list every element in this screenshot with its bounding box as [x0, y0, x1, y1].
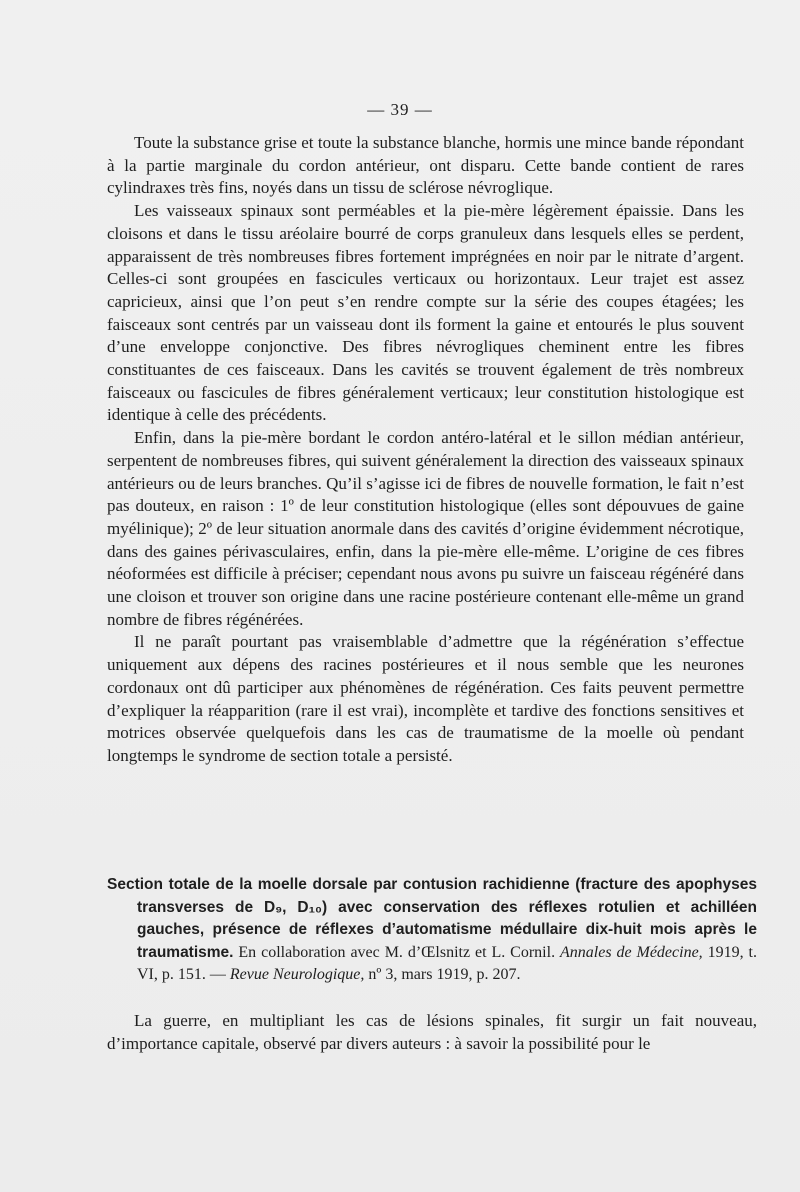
closing-text [107, 1010, 757, 1055]
paragraph-1: Toute la substance grise et toute la substance blanche, hormis une mince bande répondant à la partie marginale du cordon antérieur, ont disparu. Cette bande contient de rares cylindraxes très fins, noyés dans un tissu de sclérose névroglique. [107, 133, 744, 198]
body-text [107, 132, 744, 768]
citation-ref-2: nº 3, mars 1919, p. 207. [364, 966, 521, 983]
citation-text [107, 874, 757, 987]
citation-journal-1: Annales de Médecine, [560, 943, 703, 961]
citation-entry [107, 874, 757, 987]
citation-title: Section totale de la moelle dorsale par contusion rachidienne (fracture des apophyses transverses de D₉, D₁₀) avec conservation des réflexes rotulien et achilléen gauches, présence de réflexes d’automatisme médullaire dix-huit mois après le traumatisme. [107, 876, 757, 961]
citation-collab: En collaboration avec M. d’Œlsnitz et L. Cornil. [233, 943, 560, 961]
citation-journal-2: Revue Neurologique, [229, 966, 365, 983]
paragraph-3: Enfin, dans la pie-mère bordant le cordon antéro-latéral et le sillon médian antérieur, serpentent de nombreuses fibres, qui suivent généralement la direction des vaisseaux spinaux antérieurs ou de leurs branches. Qu’il s’agisse ici de fibres de nouvelle formation, le fait n’est pas douteux, en raison : 1º de leur constitution histologique (elles sont dépouvues de gaine myélinique); 2º de leur situation anormale dans des cavités d’origine évidemment nécrotique, dans des gaines périvasculaires, enfin, dans la pie-mère elle-même. L’origine de ces fibres néoformées est difficile à préciser; cependant nous avons pu suivre un faisceau régénéré dans une cloison et trouver son origine dans une racine postérieure contenant elle-même un grand nombre de fibres régénérées. [107, 428, 744, 629]
paragraph-4: Il ne paraît pourtant pas vraisemblable d’admettre que la régénération s’effectue uniquement aux dépens des racines postérieures et il nous semble que les neurones cordonaux ont dû participer aux phénomènes de régénération. Ces faits peuvent permettre d’expliquer la réapparition (rare il est vrai), incomplète et tardive des fonctions sensitives et motrices observée quelquefois dans les cas de traumatisme de la moelle où pendant longtemps le syndrome de section totale a persisté. [107, 632, 744, 765]
closing-paragraph: La guerre, en multipliant les cas de lésions spinales, fit surgir un fait nouveau, d’importance capitale, observé par divers auteurs : à savoir la possibilité pour le [107, 1011, 757, 1053]
page-number: — 39 — [367, 100, 433, 119]
paragraph-2: Les vaisseaux spinaux sont perméables et la pie-mère légèrement épaissie. Dans les cloisons et dans le tissu aréolaire bourré de corps granuleux dans lesquels elles se perdent, apparaissent de très nombreuses fibres fortement imprégnées en noir par le nitrate d’argent. Celles-ci sont groupées en fascicules verticaux ou horizontaux. Leur trajet est assez capricieux, ainsi que l’on peut s’en rendre compte sur la série des coupes étagées; les faisceaux sont centrés par un vaisseau dont ils forment la gaine et entourés le plus souvent d’une enveloppe conjonctive. Des fibres névrogliques cheminent entre les fibres constituantes de ces faisceaux. Dans les cavités se trouvent également de très nombreux faisceaux ou fascicules de fibres généralement verticaux; leur constitution histologique est identique à celle des précédents. [107, 201, 744, 425]
citation-ref-1: 1919, t. VI, p. 151. — [137, 943, 757, 983]
